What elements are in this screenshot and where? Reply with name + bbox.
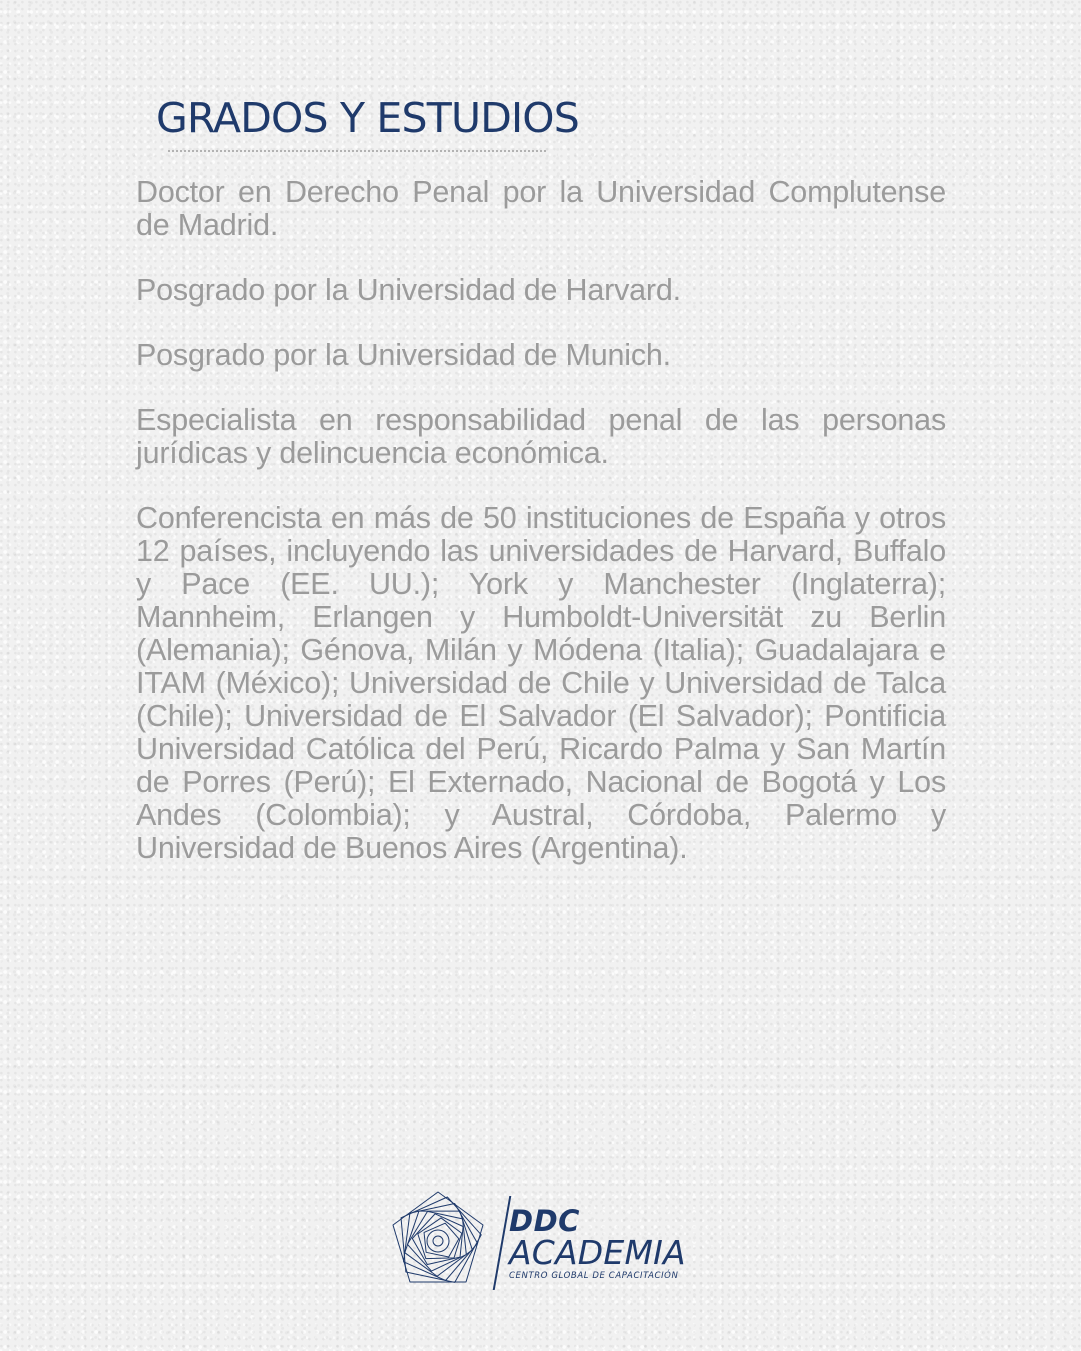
logo-brand: DDC [509, 1204, 580, 1238]
paragraph-doctorate: Doctor en Derecho Penal por la Universidad Complutense de Madrid. [136, 175, 946, 242]
ddc-academia-logo [383, 1186, 703, 1298]
paragraph-munich: Posgrado por la Universidad de Munich. [136, 338, 671, 372]
paragraph-specialist: Especialista en responsabilidad penal de las personas jurídicas y delincuencia económica. [136, 403, 946, 470]
dotted-divider [168, 150, 546, 152]
paragraph-lecturer: Conferencista en más de 50 instituciones de España y otros 12 países, incluyendo las universidades de Harvard, Buffalo y Pace (EE. UU.); York y Manchester (Inglaterra); Mannheim, Erlangen y Humboldt-Universität zu Berlin (Alemania); Génova, Milán y Módena (Italia); Guadalajara e ITAM (México); Universidad de Chile y Universidad de Talca (Chile); Universidad de El Salvador (El Salvador); Pontificia Universidad Católica del Perú, Ricardo Palma y San Martín de Porres (Perú); El Externado, Nacional de Bogotá y Los Andes (Colombia); y Austral, Córdoba, Palermo y Universidad de Buenos Aires (Argentina). [136, 501, 946, 865]
logo-wordmark [509, 1206, 686, 1281]
geometric-rosette-icon [383, 1186, 493, 1296]
logo-tagline: CENTRO GLOBAL DE CAPACITACIÓN [509, 1271, 679, 1281]
paragraph-harvard: Posgrado por la Universidad de Harvard. [136, 273, 681, 307]
section-title: GRADOS Y ESTUDIOS [156, 94, 579, 142]
studies-list [136, 176, 946, 897]
logo-name: ACADEMIA [509, 1233, 686, 1272]
